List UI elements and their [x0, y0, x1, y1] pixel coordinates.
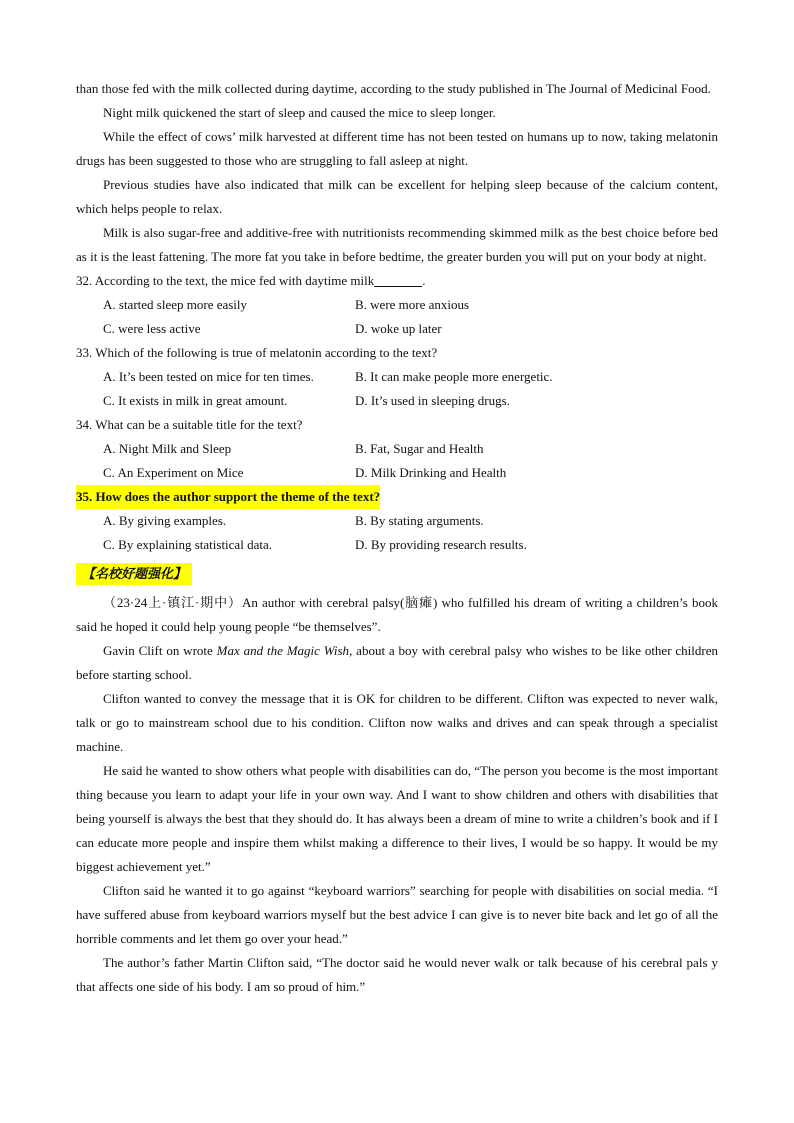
- question-35: [76, 485, 718, 557]
- option-a[interactable]: A. It’s been tested on mice for ten times.: [103, 369, 314, 384]
- option-c[interactable]: C. By explaining statistical data.: [103, 537, 272, 552]
- question-stem: 32. According to the text, the mice fed with daytime milk: [76, 273, 375, 288]
- passage1-paragraph: Night milk quickened the start of sleep and caused the mice to sleep longer.: [103, 105, 496, 120]
- passage2-paragraph: Clifton said he wanted it to go against “keyboard warriors” searching for people with disabilities on social media. “I have suffered abuse from keyboard warriors myself but the best advice I can give is to never bite back and let go of all the horrible comments and let them go over your head.”: [76, 883, 718, 946]
- question-33: [76, 341, 718, 413]
- option-b[interactable]: B. It can make people more energetic.: [355, 369, 553, 384]
- passage2-paragraph: He said he wanted to show others what people with disabilities can do, “The person you become is the most important thing because you learn to adapt your life in your own way. And I want to show children and others with disabilities that being yourself is always the best that they should do. It has always been a dream of mine to write a children’s book and if I can educate more people and inspire them whilst making a difference to their lives, I would be so happy. It would be my biggest achievement yet.”: [76, 763, 718, 874]
- option-b[interactable]: B. were more anxious: [355, 297, 470, 312]
- question-34: [76, 413, 718, 485]
- question-32: 32. According to the text, the mice fed with daytime milk . A. started sleep more easily B. were more anxious C. were less active D. woke up later: [76, 269, 718, 341]
- option-a[interactable]: A. started sleep more easily: [103, 297, 248, 312]
- passage1-paragraph: than those fed with the milk collected during daytime, according to the study published in The Journal of Medicinal Food.: [76, 81, 711, 96]
- section-heading: 【名校好题强化】: [76, 563, 192, 585]
- passage2-paragraph: The author’s father Martin Clifton said, “The doctor said he would never walk or talk because of his cerebral pals y that affects one side of his body. I am so proud of him.”: [76, 955, 718, 994]
- book-title: Max and the Magic Wish: [216, 643, 350, 658]
- answer-blank: [374, 272, 422, 287]
- option-a[interactable]: A. By giving examples.: [103, 513, 227, 528]
- option-d[interactable]: D. It’s used in sleeping drugs.: [355, 393, 510, 408]
- option-a[interactable]: A. Night Milk and Sleep: [103, 441, 232, 456]
- passage1-paragraph: Previous studies have also indicated that milk can be excellent for helping sleep because of the calcium content, which helps people to relax.: [76, 177, 718, 216]
- option-d[interactable]: D. Milk Drinking and Health: [355, 465, 507, 480]
- passage2-intro: （23·24上·镇江·期中）An author with cerebral palsy(脑瘫) who fulfilled his dream of writing a children’s book said he hoped it could help young people “be themselves”.: [76, 595, 718, 634]
- source-label: （23·24上·镇江·期中）: [103, 595, 242, 610]
- passage2-paragraph: Clifton wanted to convey the message that it is OK for children to be different. Clifton was expected to never walk, talk or go to mainstream school due to his condition. Clifton now walks and drives and can speak through a specialist machine.: [76, 691, 718, 754]
- question-stem: 34. What can be a suitable title for the text?: [76, 417, 303, 432]
- option-b[interactable]: B. Fat, Sugar and Health: [355, 441, 484, 456]
- option-d[interactable]: D. woke up later: [355, 321, 442, 336]
- passage1-paragraph: Milk is also sugar-free and additive-free with nutritionists recommending skimmed milk as the best choice before bed as it is the least fattening. The more fat you take in before bedtime, the greater burden you will put on your body at night.: [76, 225, 718, 264]
- passage2-paragraph: Gavin Clift on wrote Max and the Magic Wish, about a boy with cerebral palsy who wishes to be like other children before starting school.: [76, 643, 718, 682]
- document-page: [76, 77, 718, 999]
- options: [76, 365, 718, 413]
- option-c[interactable]: C. It exists in milk in great amount.: [103, 393, 288, 408]
- option-c[interactable]: C. An Experiment on Mice: [103, 465, 244, 480]
- option-b[interactable]: B. By stating arguments.: [355, 513, 484, 528]
- options: [76, 293, 718, 341]
- option-d[interactable]: D. By providing research results.: [355, 537, 527, 552]
- question-stem: 33. Which of the following is true of melatonin according to the text?: [76, 345, 438, 360]
- options: [76, 437, 718, 485]
- option-c[interactable]: C. were less active: [103, 321, 201, 336]
- passage1-paragraph: While the effect of cows’ milk harvested at different time has not been tested on humans up to now, taking melatonin drugs has been suggested to those who are struggling to fall asleep at night.: [76, 129, 718, 168]
- options: [76, 509, 718, 557]
- question-stem-highlighted: 35. How does the author support the theme of the text?: [76, 485, 380, 509]
